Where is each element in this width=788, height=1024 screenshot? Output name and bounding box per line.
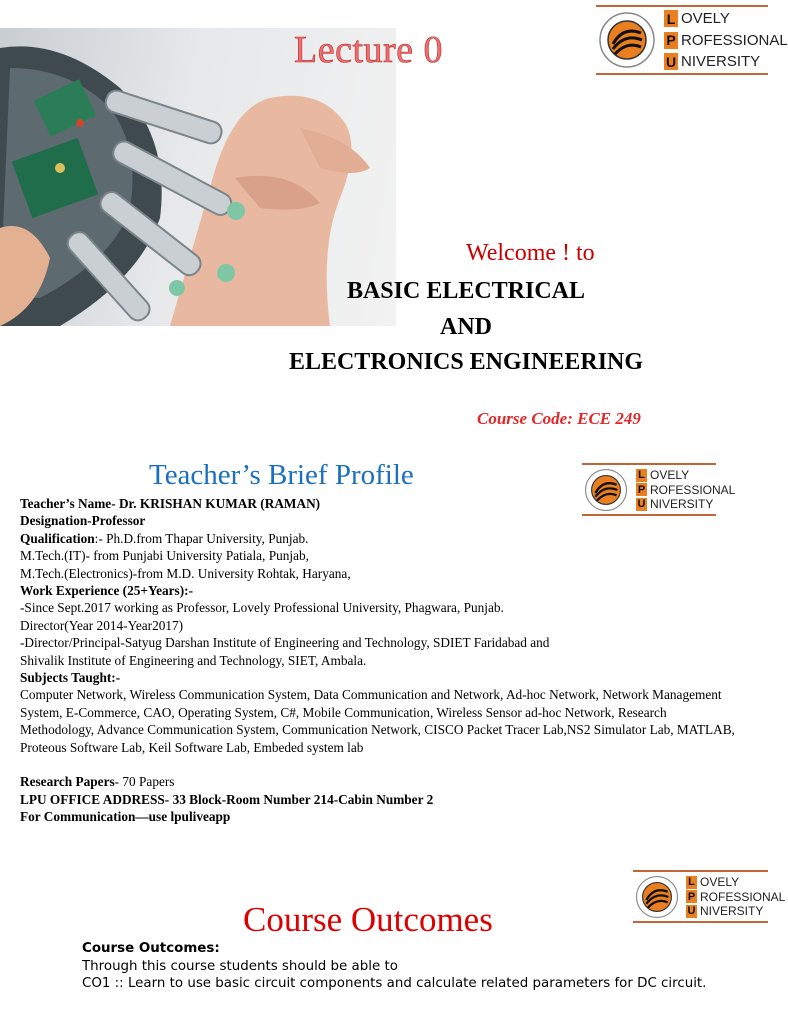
communication-note: For Communication—use lpuliveapp bbox=[20, 808, 231, 824]
office-address: LPU OFFICE ADDRESS- 33 Block-Room Number 214-Cabin Number 2 bbox=[20, 791, 434, 807]
subjects-heading: Subjects Taught:- bbox=[20, 670, 121, 686]
course-outcome-co1: CO1 :: Learn to use basic circuit components and calculate related parameters for DC circuit. bbox=[82, 976, 707, 991]
logo-word: NIVERSITY bbox=[650, 497, 714, 511]
designation: Designation-Professor bbox=[20, 513, 146, 529]
logo-letter: P bbox=[664, 32, 678, 49]
course-outcomes-body bbox=[82, 940, 732, 993]
course-outcomes-intro: Through this course students should be able to bbox=[82, 958, 398, 974]
qualification-phd: :- Ph.D.from Thapar University, Punjab. bbox=[94, 530, 309, 546]
logo-word: NIVERSITY bbox=[681, 53, 761, 70]
lpu-logo bbox=[596, 5, 788, 75]
work-experience-line: Shivalik Institute of Engineering and Technology, SIET, Ambala. bbox=[20, 652, 367, 668]
qualification-mtech-it: M.Tech.(IT)- from Punjabi University Patiala, Punjab, bbox=[20, 548, 309, 564]
research-count: - 70 Papers bbox=[114, 774, 175, 790]
logo-word: OVELY bbox=[700, 875, 740, 889]
logo-word: NIVERSITY bbox=[700, 904, 764, 918]
course-title-line-3: ELECTRONICS ENGINEERING bbox=[288, 349, 644, 375]
logo-letter: U bbox=[687, 905, 696, 917]
logo-word: ROFESSIONAL bbox=[700, 889, 786, 904]
lpu-seal-icon bbox=[635, 875, 679, 919]
profile-body bbox=[20, 495, 740, 825]
course-title-line-2: AND bbox=[440, 314, 492, 340]
lpu-seal-icon bbox=[598, 11, 656, 69]
profile-title: Teacher’s Brief Profile bbox=[149, 459, 414, 491]
course-code: Course Code: ECE 249 bbox=[477, 409, 641, 428]
lpu-logo bbox=[633, 870, 786, 923]
course-outcomes-subheading: Course Outcomes: bbox=[82, 941, 220, 956]
course-outcomes-title: Course Outcomes bbox=[243, 900, 493, 939]
work-experience-line: -Since Sept.2017 working as Professor, Lovely Professional University, Phagwara, Punjab. bbox=[20, 600, 504, 616]
qualification-label: Qualification bbox=[20, 530, 95, 546]
logo-letter: L bbox=[686, 876, 697, 889]
work-experience-heading: Work Experience (25+Years):- bbox=[20, 583, 194, 599]
logo-word: OVELY bbox=[681, 10, 730, 27]
logo-letter: P bbox=[687, 890, 696, 903]
logo-word: ROFESSIONAL bbox=[650, 482, 736, 497]
logo-letter: L bbox=[636, 469, 647, 482]
logo-letter: L bbox=[664, 10, 678, 27]
logo-word: OVELY bbox=[650, 468, 690, 482]
work-experience-line: -Director/Principal-Satyug Darshan Institute of Engineering and Technology, SDIET Faridabad and bbox=[20, 635, 550, 651]
research-label: Research Papers bbox=[20, 774, 115, 790]
work-experience-line: Director(Year 2014-Year2017) bbox=[20, 617, 184, 633]
qualification-mtech-electronics: M.Tech.(Electronics)-from M.D. University Rohtak, Haryana, bbox=[20, 565, 351, 581]
logo-letter: U bbox=[665, 53, 677, 70]
lecture-title: Lecture 0 bbox=[294, 29, 444, 71]
subjects-list: Computer Network, Wireless Communication System, Data Communication and Network, Ad-hoc Network, Network Management System, E-Commerce, CAO, Operating System, C#, Mobile Communication, Wireless Sensor ad-hoc Network, Research Methodology, Advance Communication System, Communication Network, CISCO Packet Tracer Lab,NS2 Simulator Lab, MATLAB, Proteous Software Lab, Keil Software Lab, Embeded system lab bbox=[20, 687, 735, 755]
teacher-name: Teacher’s Name- Dr. KRISHAN KUMAR (RAMAN) bbox=[20, 496, 321, 511]
logo-letter: P bbox=[637, 483, 646, 496]
logo-letter: U bbox=[637, 498, 646, 510]
welcome-text: Welcome ! to bbox=[466, 240, 595, 266]
logo-word: ROFESSIONAL bbox=[681, 31, 788, 49]
course-title-line-1: BASIC ELECTRICAL bbox=[346, 278, 586, 304]
